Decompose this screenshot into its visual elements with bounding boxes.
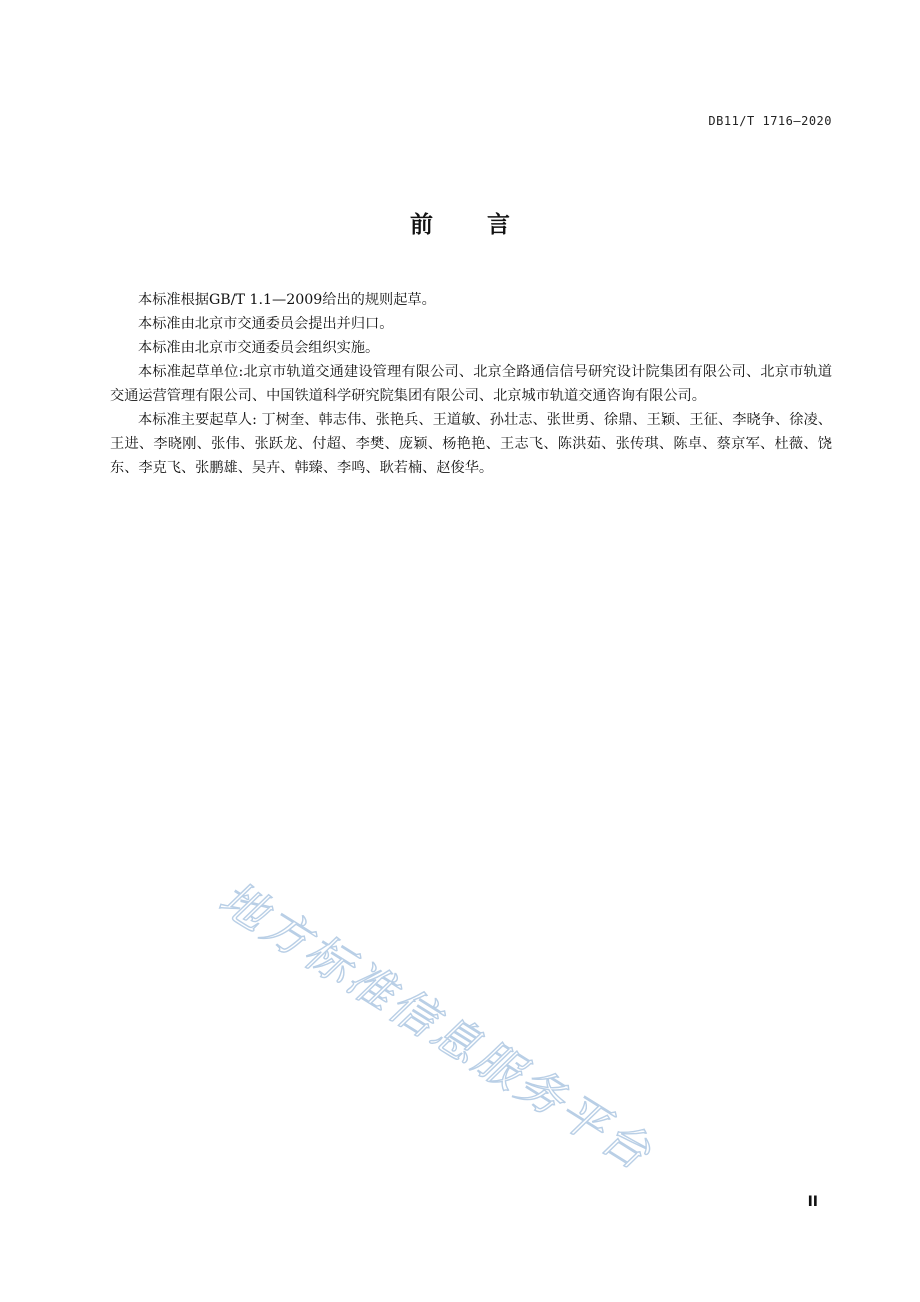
watermark: 地方标准信息服务平台 (210, 870, 663, 1182)
foreword-body (110, 288, 832, 480)
document-code: DB11/T 1716—2020 (708, 114, 832, 128)
paragraph-drafting-rules: 本标准根据GB/T 1.1—2009给出的规则起草。 (138, 292, 436, 308)
page-title: 前言 (410, 212, 564, 238)
paragraph-implementer: 本标准由北京市交通委员会组织实施。 (138, 340, 380, 356)
page-number: II (807, 1194, 818, 1210)
paragraph-drafting-units: 本标准起草单位:北京市轨道交通建设管理有限公司、北京全路通信信号研究设计院集团有限公司、北京市轨道交通运营管理有限公司、中国铁道科学研究院集团有限公司、北京城市轨道交通咨询有限公司。 (110, 364, 832, 404)
paragraph-drafters: 本标准主要起草人: 丁树奎、韩志伟、张艳兵、王道敏、孙壮志、张世勇、徐鼎、王颖、王征、李晓争、徐凌、王进、李晓刚、张伟、张跃龙、付超、李樊、庞颖、杨艳艳、王志飞、陈洪茹、张传琪、陈卓、蔡京军、杜薇、饶东、李克飞、张鹏雄、吴卉、韩臻、李鸣、耿若楠、赵俊华。 (110, 412, 832, 476)
paragraph-proposer: 本标准由北京市交通委员会提出并归口。 (138, 316, 394, 332)
